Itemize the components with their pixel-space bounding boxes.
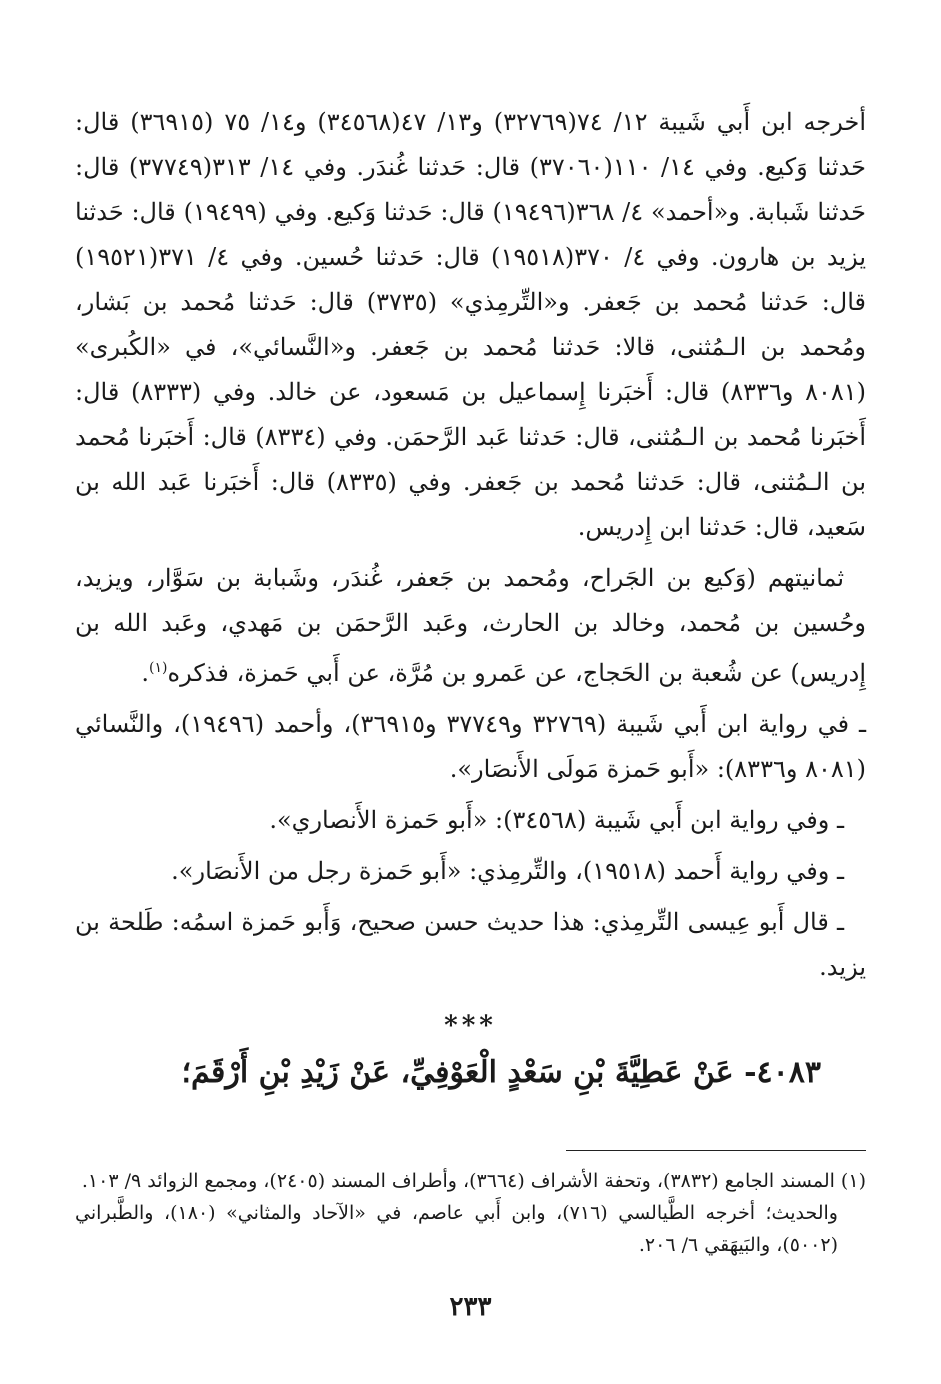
paragraph-variant-1: ـ في رواية ابن أَبي شَيبة (٣٢٧٦٩ و٣٧٧٤٩ و٣٦٩١٥)، وأحمد (١٩٤٩٦)، والنَّسائي (٨٠٨١ و٨٣٣٦): «أَبو حَمزة مَولَى الأَنصَار». (75, 710, 867, 783)
paragraph-tirmidhi-comment: ـ قال أَبو عِيسى التِّرمِذي: هذا حديث حسن صحيح، وَأَبو حَمزة اسمُه: طَلحة بن يزيد. (75, 908, 866, 981)
footnote-marker[interactable]: (١) (149, 660, 168, 676)
footnotes (75, 1165, 866, 1261)
footnote-divider (566, 1150, 866, 1151)
page-number: ٢٣٣ (449, 1292, 492, 1322)
paragraph-variant-3: ـ وفي رواية أَحمد (١٩٥١٨)، والتِّرمِذي: «أَبو حَمزة رجل من الأَنصَار». (171, 857, 844, 885)
paragraph-isnad-text: ثمانيتهم (وَكيع بن الجَراح، ومُحمد بن جَعفر، غُندَر، وشَبابة بن سَوَّار، ويزيد، وحُسين بن مُحمد، وخالد بن الحارث، وعَبد الرَّحمَن بن مَهدي، وعَبد الله بن إِدريس) عن شُعبة بن الحَجاج، عن عَمرو بن مُرَّة، عن أَبي حَمزة، فذكره (75, 564, 866, 687)
paragraph-isnad: ثمانيتهم (وَكيع بن الجَراح، ومُحمد بن جَعفر، غُندَر، وشَبابة بن سَوَّار، ويزيد، وحُسين بن مُحمد، وخالد بن الحارث، وعَبد الرَّحمَن بن مَهدي، وعَبد الله بن إِدريس) عن شُعبة بن الحَجاج، عن عَمرو بن مُرَّة، عن أَبي حَمزة، فذكره$^{(١)}$. (75, 564, 866, 687)
paragraph-takhrij: أخرجه ابن أَبي شَيبة ١٢/ ٧٤(٣٢٧٦٩) و١٣/ ٤٧(٣٤٥٦٨) و١٤/ ٧٥ (٣٦٩١٥) قال: حَدثنا وَكيع. وفي ١٤/ ١١٠(٣٧٠٦٠) قال: حَدثنا غُندَر. وفي ١٤/ ٣١٣(٣٧٧٤٩) قال: حَدثنا شَبابة. و«أحمد» ٤/ ٣٦٨(١٩٤٩٦) قال: حَدثنا وَكيع. وفي (١٩٤٩٩) قال: حَدثنا يزيد بن هارون. وفي ٤/ ٣٧٠(١٩٥١٨) قال: حَدثنا حُسين. وفي ٤/ ٣٧١(١٩٥٢١) قال: حَدثنا مُحمد بن جَعفر. و«التِّرمِذي» (٣٧٣٥) قال: حَدثنا مُحمد بن بَشار، ومُحمد بن الـمُثنى، قالا: حَدثنا مُحمد بن جَعفر. و«النَّسائي»، في «الكُبرى» (٨٠٨١ و٨٣٣٦) قال: أَخبَرنا إِسماعيل بن مَسعود، عن خالد. وفي (٨٣٣٣) قال: أَخبَرنا مُحمد بن الـمُثنى، قال: حَدثنا عَبد الرَّحمَن. وفي (٨٣٣٤) قال: أَخبَرنا مُحمد بن الـمُثنى، قال: حَدثنا مُحمد بن جَعفر. وفي (٨٣٣٥) قال: أَخبَرنا عَبد الله بن سَعيد، قال: حَدثنا ابن إِدريس. (75, 108, 867, 541)
main-text (75, 100, 866, 990)
footnote-1-continuation: والحديث؛ أخرجه الطَّيالسي (٧١٦)، وابن أَبي عاصم، في «الآحاد والمثاني» (١٨٠)، والطَّبراني (٥٠٠٢)، والبَيهَقي ٦/ ٢٠٦. (75, 1202, 838, 1256)
footnote-1: (١) المسند الجامع (٣٨٣٢)، وتحفة الأشراف (٣٦٦٤)، وأطراف المسند (٢٤٠٥)، ومجمع الزوائد ٩/ ١٠٣. (81, 1170, 866, 1192)
section-separator: *** (444, 1011, 497, 1041)
paragraph-variant-2: ـ وفي رواية ابن أَبي شَيبة (٣٤٥٦٨): «أَبو حَمزة الأَنصاري». (269, 806, 844, 834)
hadith-heading: ٤٠٨٣- عَنْ عَطِيَّةَ بْنِ سَعْدٍ الْعَوْفِيِّ، عَنْ زَيْدِ بْنِ أَرْقَمَ؛ (181, 1055, 821, 1090)
